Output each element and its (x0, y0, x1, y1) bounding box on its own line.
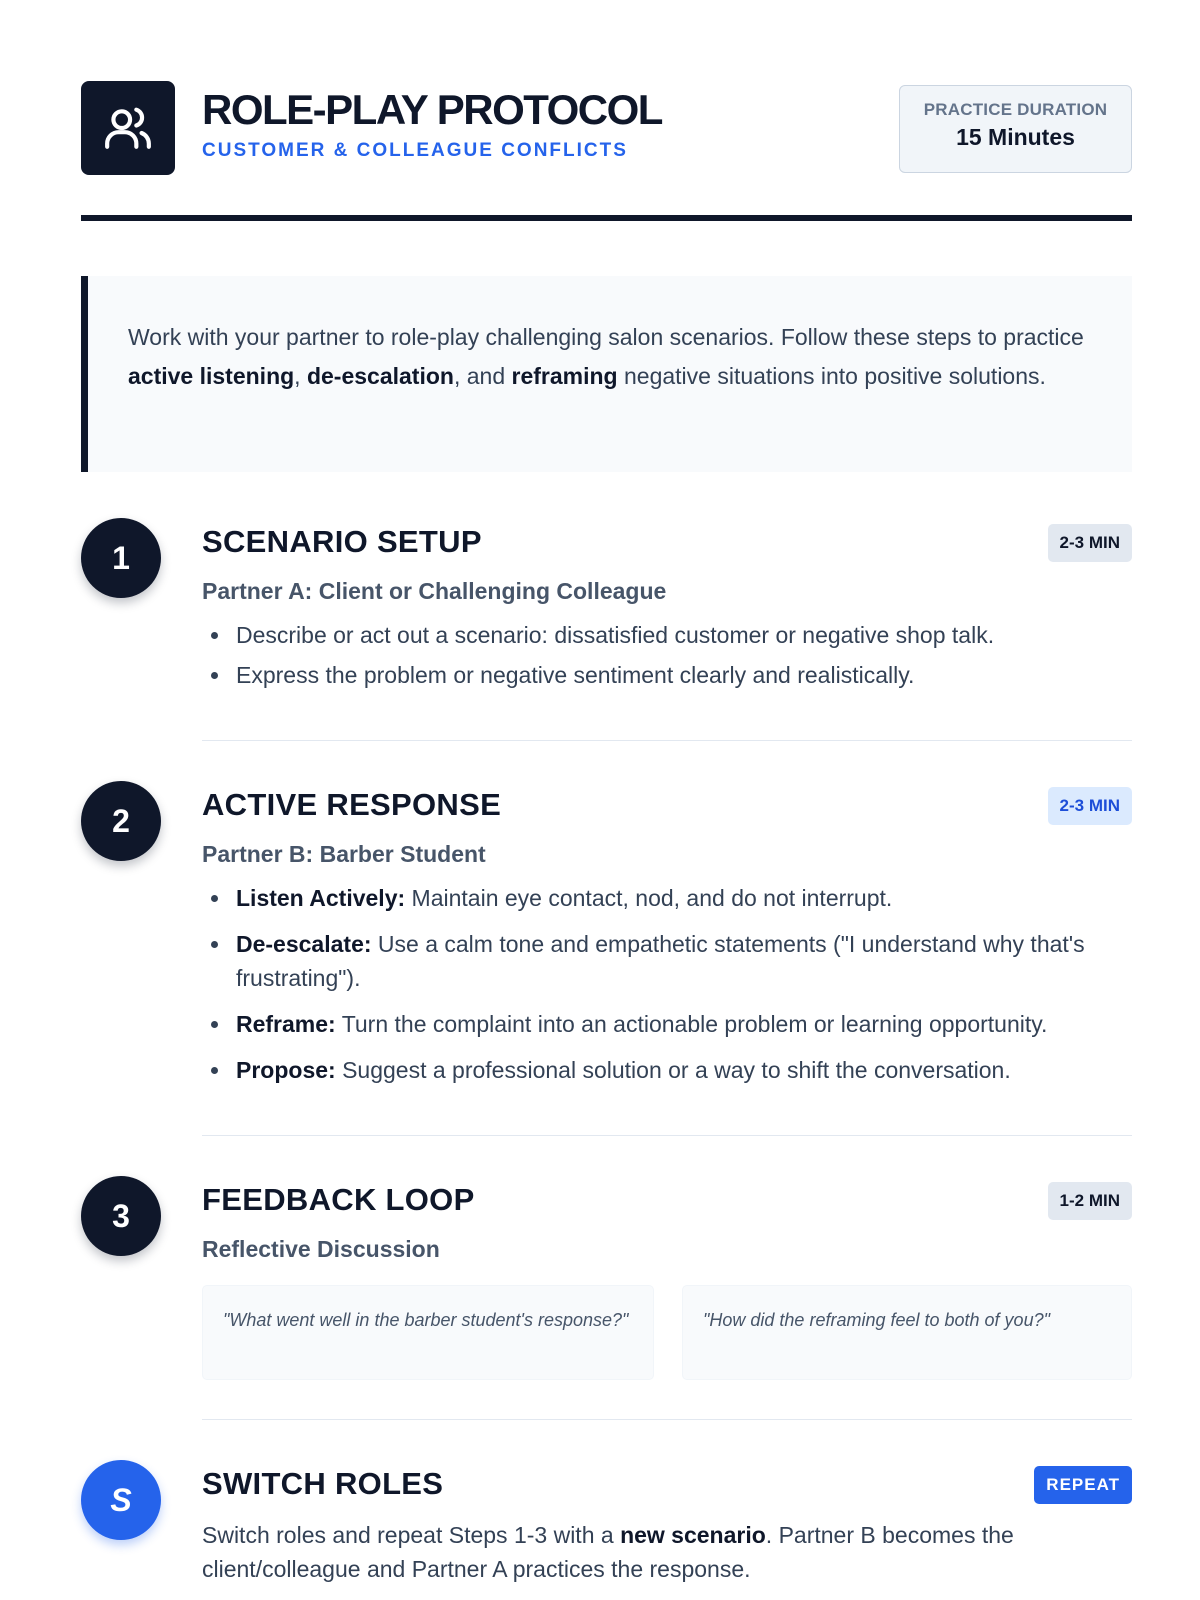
discussion-prompts (202, 1285, 1132, 1380)
bullet-text: Use a calm tone and empathetic statements ("I understand why that's frustrating"). (236, 931, 1085, 991)
time-badge: 1-2 MIN (1048, 1182, 1132, 1220)
duration-label: PRACTICE DURATION (923, 100, 1108, 119)
step-subtitle: Reflective Discussion (202, 1236, 440, 1262)
list-item (202, 881, 1132, 915)
bullet-text: Describe or act out a scenario: dissatisfied customer or negative shop talk. (236, 622, 995, 648)
step-number: 1 (81, 518, 161, 598)
intro-text: negative situations into positive solutions. (617, 363, 1046, 389)
switch-text: . Partner B becomes the client/colleague and Partner A practices the response. (202, 1522, 1014, 1582)
intro-emphasis: reframing (511, 363, 618, 389)
intro-text: , (294, 363, 307, 389)
list-item (202, 618, 1132, 652)
list-item (202, 658, 1132, 692)
bullet-text: Express the problem or negative sentiment clearly and realistically. (236, 662, 915, 688)
bullet-text: Suggest a professional solution or a way to shift the conversation. (335, 1057, 1011, 1083)
intro-emphasis: de-escalation (306, 363, 454, 389)
bullet-list (202, 618, 1132, 698)
section-divider (202, 1419, 1132, 1420)
step-title: SCENARIO SETUP (202, 524, 482, 559)
step-title: SWITCH ROLES (202, 1466, 444, 1501)
step-number: S (81, 1460, 161, 1540)
intro-callout (81, 276, 1132, 472)
list-item (202, 1053, 1132, 1087)
switch-description (202, 1518, 1132, 1586)
bullet-label: Reframe: (236, 1011, 336, 1037)
step-subtitle: Partner A: Client or Challenging Colleague (202, 578, 667, 604)
list-item (202, 927, 1132, 995)
page-subtitle: CUSTOMER & COLLEAGUE CONFLICTS (202, 140, 628, 161)
switch-text: Switch roles and repeat Steps 1-3 with a (202, 1522, 621, 1548)
bullet-text: Turn the complaint into an actionable problem or learning opportunity. (335, 1011, 1048, 1037)
step-title: ACTIVE RESPONSE (202, 787, 502, 822)
bullet-label: De-escalate: (236, 931, 372, 957)
intro-text: Work with your partner to role-play challenging salon scenarios. Follow these steps to practice (128, 324, 1084, 350)
step-title: FEEDBACK LOOP (202, 1182, 475, 1217)
duration-value: 15 Minutes (956, 124, 1075, 150)
bullet-label: Listen Actively: (236, 885, 406, 911)
time-badge: 2-3 MIN (1048, 787, 1132, 825)
repeat-badge: REPEAT (1034, 1466, 1132, 1504)
prompt-card: "What went well in the barber student's response?" (202, 1285, 654, 1380)
time-badge: 2-3 MIN (1048, 524, 1132, 562)
bullet-label: Propose: (236, 1057, 336, 1083)
header (81, 81, 1132, 176)
bullet-list (202, 881, 1132, 1099)
switch-emphasis: new scenario (620, 1522, 766, 1548)
page-title: ROLE-PLAY PROTOCOL (202, 86, 662, 133)
bullet-text: Maintain eye contact, nod, and do not interrupt. (405, 885, 893, 911)
step-number: 2 (81, 781, 161, 861)
header-rule (81, 215, 1132, 221)
prompt-card: "How did the reframing feel to both of you?" (682, 1285, 1132, 1380)
intro-emphasis: active listening (128, 363, 295, 389)
section-divider (202, 740, 1132, 741)
section-divider (202, 1135, 1132, 1136)
intro-text: , and (453, 363, 512, 389)
step-number: 3 (81, 1176, 161, 1256)
users-icon (81, 81, 175, 175)
duration-box (899, 85, 1132, 173)
list-item (202, 1007, 1132, 1041)
step-subtitle: Partner B: Barber Student (202, 841, 486, 867)
